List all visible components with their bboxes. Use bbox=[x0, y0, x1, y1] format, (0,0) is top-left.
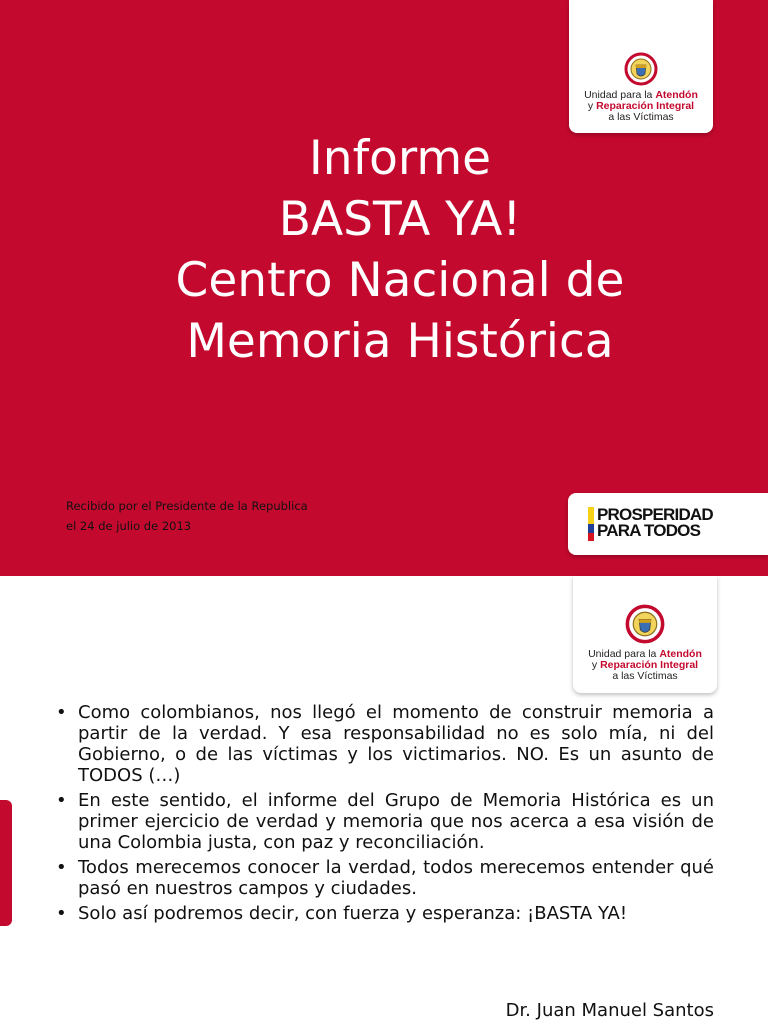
unidad-victimas-text: Unidad para la Atendón y Reparación Integral a las Víctimas bbox=[584, 89, 698, 123]
title-line: Informe bbox=[308, 131, 492, 186]
side-accent-tab bbox=[0, 800, 12, 926]
colombia-flag-icon bbox=[588, 507, 594, 541]
quote-bullets bbox=[56, 702, 714, 928]
list-item: • Todos merecemos conocer la verdad, todos merecemos entender qué pasó en nuestros campos y ciudades. bbox=[56, 857, 714, 899]
slide-title-heading bbox=[60, 128, 740, 372]
unidad-victimas-text: Unidad para la Atendón y Reparación Integral a las Víctimas bbox=[588, 648, 702, 682]
prosperidad-text: PROSPERIDAD PARA TODOS bbox=[597, 505, 713, 540]
list-item: • Solo así podremos decir, con fuerza y esperanza: ¡BASTA YA! bbox=[56, 903, 714, 924]
title-line: Centro Nacional de bbox=[175, 253, 625, 308]
list-item: • Como colombianos, nos llegó el momento de construir memoria a partir de la verdad. Y esa responsabilidad no es solo mía, ni del Gobierno, o de las víctimas y los victimarios. NO. Es un asunto de TODOS (…) bbox=[56, 702, 714, 786]
received-note bbox=[66, 496, 308, 536]
title-line: BASTA YA! bbox=[278, 192, 522, 247]
received-line: el 24 de julio de 2013 bbox=[66, 519, 192, 533]
signature: Dr. Juan Manuel Santos bbox=[505, 1000, 714, 1021]
list-item: • En este sentido, el informe del Grupo de Memoria Histórica es un primer ejercicio de verdad y memoria que nos acerca a esa visión de una Colombia justa, con paz y reconciliación. bbox=[56, 790, 714, 853]
prosperidad-logo bbox=[568, 493, 768, 555]
colombia-coat-of-arms-icon bbox=[625, 604, 665, 644]
unidad-victimas-logo-2 bbox=[573, 576, 717, 693]
colombia-coat-of-arms-icon bbox=[624, 52, 658, 86]
unidad-victimas-logo bbox=[569, 0, 713, 133]
title-line: Memoria Histórica bbox=[186, 314, 614, 369]
received-line: Recibido por el Presidente de la Republica bbox=[66, 499, 308, 513]
